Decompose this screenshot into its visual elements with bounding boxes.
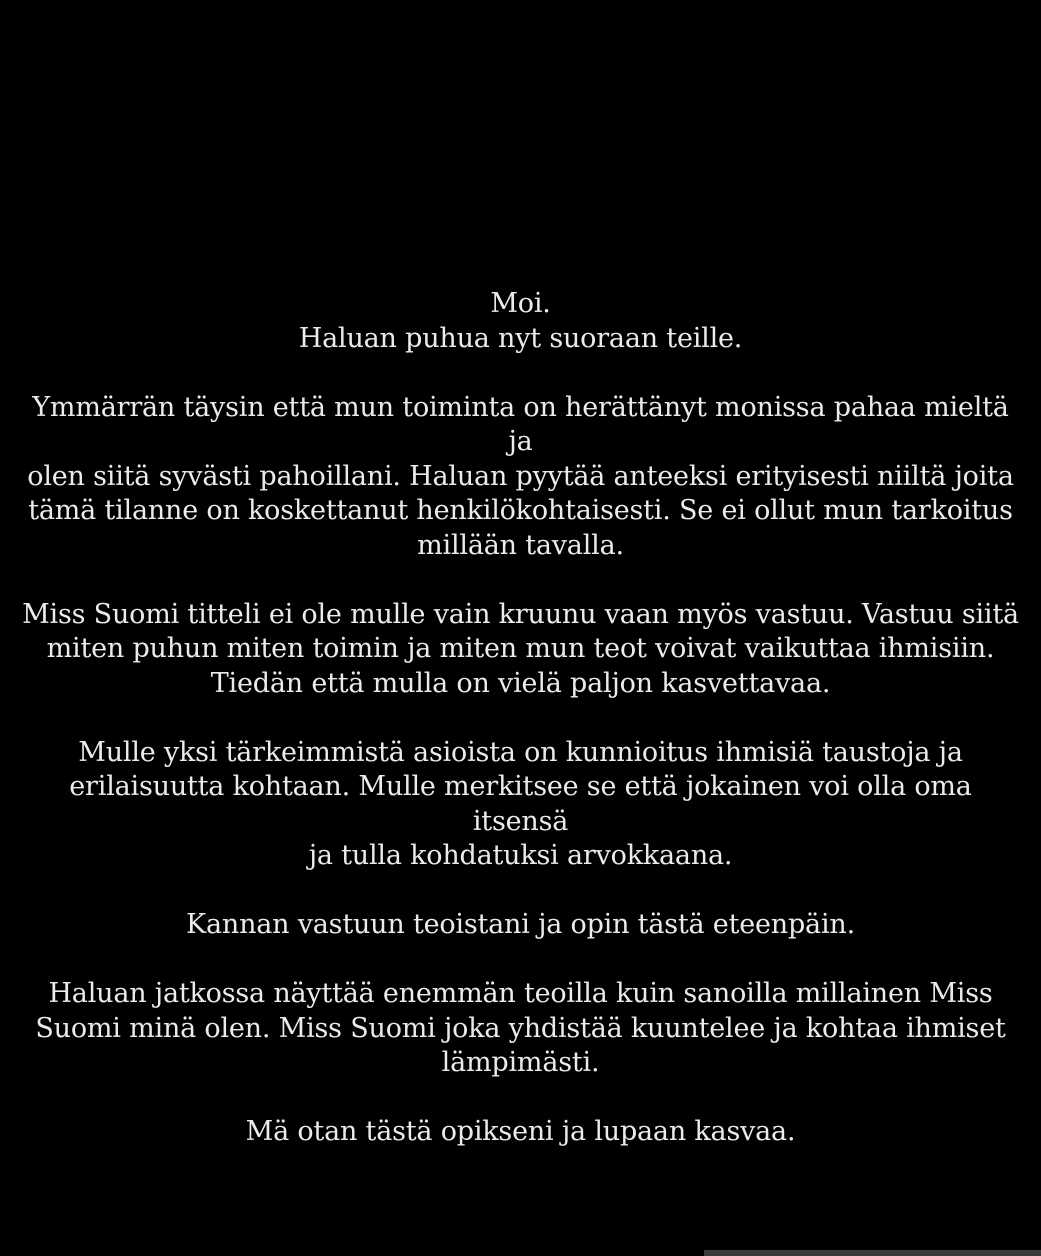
text-line: olen siitä syvästi pahoillani. Haluan pyytää anteeksi erityisesti niiltä joita <box>27 460 1014 492</box>
paragraph-closing <box>20 1115 1021 1150</box>
text-line: Kannan vastuun teoistani ja opin tästä eteenpäin. <box>186 909 855 940</box>
text-line: ja tulla kohdatuksi arvokkaana. <box>308 840 733 871</box>
text-line: lämpimästi. <box>441 1047 600 1078</box>
text-line: Haluan puhua nyt suoraan teille. <box>298 322 743 354</box>
text-line: Suomi minä olen. Miss Suomi joka yhdistää kuuntelee ja kohtaa ihmiset <box>35 1012 1006 1044</box>
text-line: Miss Suomi titteli ei ole mulle vain kruunu vaan myös vastuu. Vastuu siitä <box>22 598 1019 630</box>
paragraph-accountability <box>20 908 1021 943</box>
message-text <box>20 287 1021 1150</box>
text-line: Mä otan tästä opikseni ja lupaan kasvaa. <box>245 1116 796 1147</box>
text-line: miten puhun miten toimin ja miten mun teot voivat vaikuttaa ihmisiin. <box>46 633 995 664</box>
text-line: erilaisuutta kohtaan. Mulle merkitsee se että jokainen voi olla oma itsensä <box>69 771 972 837</box>
bottom-edge-bar <box>704 1250 1041 1256</box>
paragraph-greeting <box>20 287 1021 356</box>
text-line: Haluan jatkossa näyttää enemmän teoilla kuin sanoilla millainen Miss <box>48 978 993 1009</box>
paragraph-responsibility <box>20 598 1021 702</box>
text-line: Mulle yksi tärkeimmistä asioista on kunnioitus ihmisiä taustoja ja <box>78 736 963 768</box>
paragraph-respect <box>20 736 1021 874</box>
text-line: Moi. <box>490 288 551 319</box>
paragraph-future <box>20 977 1021 1081</box>
text-line: Tiedän että mulla on vielä paljon kasvettavaa. <box>210 667 831 699</box>
text-line: Ymmärrän täysin että mun toiminta on herättänyt monissa pahaa mieltä ja <box>32 391 1009 457</box>
paragraph-apology <box>20 391 1021 564</box>
text-line: millään tavalla. <box>417 529 624 561</box>
text-line: tämä tilanne on koskettanut henkilökohtaisesti. Se ei ollut mun tarkoitus <box>28 495 1013 526</box>
